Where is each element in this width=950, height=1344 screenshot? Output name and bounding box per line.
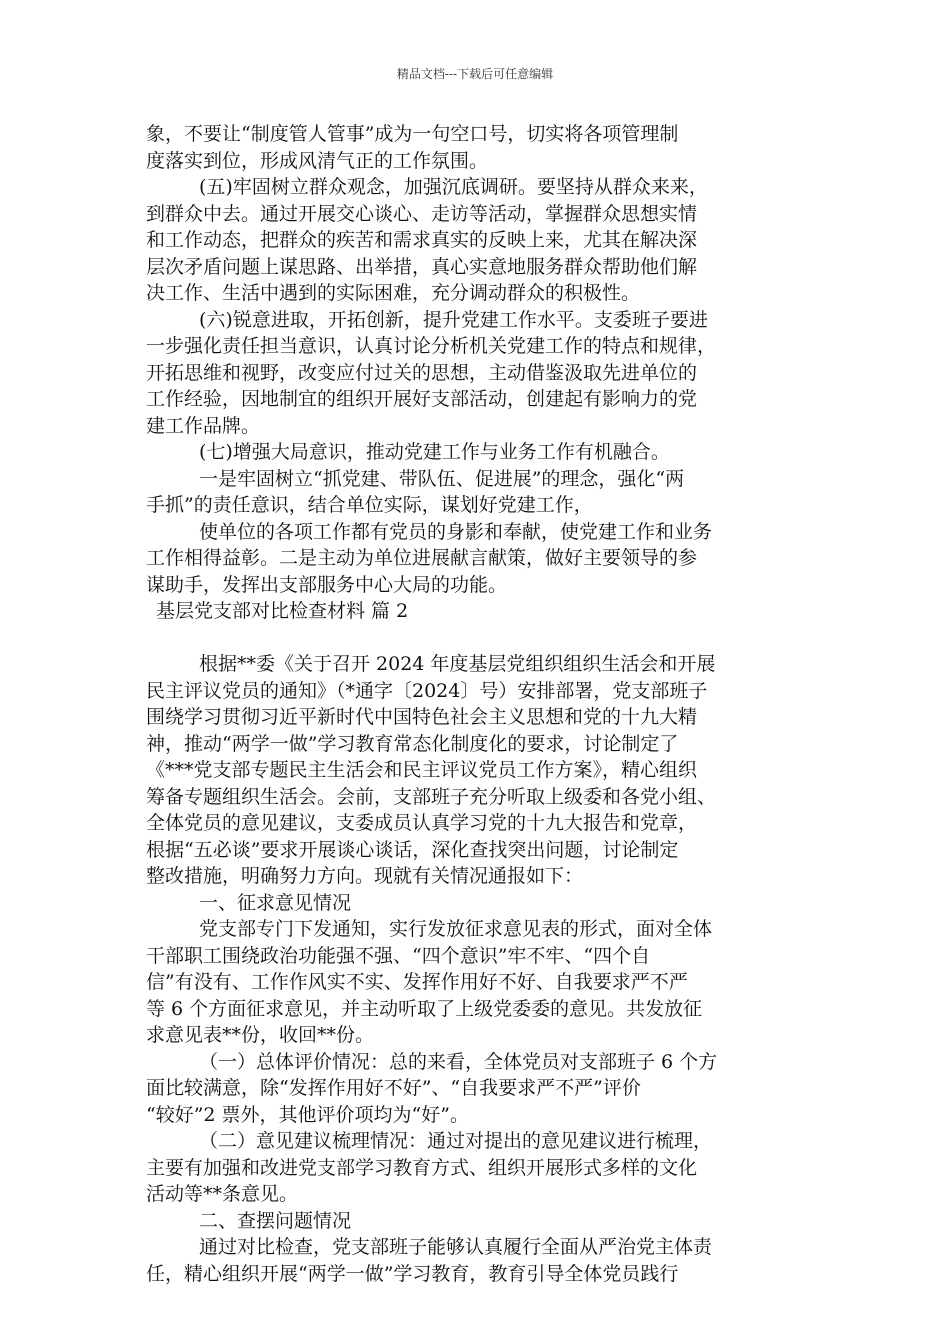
text-line: 信”有没有、工作作风实不实、发挥作用好不好、自我要求严不严 xyxy=(146,971,688,993)
blank-line xyxy=(146,625,822,652)
text-line: 象，不要让“制度管人管事”成为一句空口号，切实将各项管理制 xyxy=(146,123,679,145)
paragraph-start: （二）意见建议梳理情况：通过对提出的意见建议进行梳理， xyxy=(199,1130,713,1152)
paragraph-start: 通过对比检查，党支部班子能够认真履行全面从严治党主体责 xyxy=(199,1236,713,1258)
text-line: 干部职工围绕政治功能强不强、“四个意识”牢不牢、“四个自 xyxy=(146,944,651,967)
text-line: “较好”2 票外，其他评价项均为“好”。 xyxy=(146,1103,469,1126)
text-line: 等 6 个方面征求意见，并主动听取了上级党委委的意见。共发放征 xyxy=(146,997,703,1020)
text-line: 手抓”的责任意识，结合单位实际，谋划好党建工作， xyxy=(146,494,593,516)
section-heading: 基层党支部对比检查材料 篇 2 xyxy=(156,600,409,622)
text-line: 任，精心组织开展“两学一做”学习教育，教育引导全体党员践行 xyxy=(146,1262,679,1285)
paragraph-start: (七)增强大局意识，推动党建工作与业务工作有机融合。 xyxy=(199,441,670,463)
text-line: 开拓思维和视野，改变应付过关的思想，主动借鉴汲取先进单位的 xyxy=(146,361,698,384)
text-line: 层次矛盾问题上谋思路、出举措，真心实意地服务群众帮助他们解 xyxy=(146,255,698,278)
text-line: 工作相得益彰。二是主动为单位进展献言献策，做好主要领导的参 xyxy=(146,547,698,569)
text-line: 围绕学习贯彻习近平新时代中国特色社会主义思想和党的十九大精 xyxy=(146,706,698,728)
text-line: 一步强化责任担当意识，认真讨论分析机关党建工作的特点和规律， xyxy=(146,335,717,357)
paragraph-start: (六)锐意进取，开拓创新，提升党建工作水平。支委班子要进 xyxy=(199,308,708,331)
text-line: 筹备专题组织生活会。会前，支部班子充分听取上级委和各党小组、 xyxy=(146,785,717,808)
text-line: 求意见表**份，收回**份。 xyxy=(146,1024,375,1046)
page-header: 精品文档---下载后可任意编辑 xyxy=(396,67,554,81)
text-line: 主要有加强和改进党支部学习教育方式、组织开展形式多样的文化 xyxy=(146,1156,698,1179)
text-line: 活动等**条意见。 xyxy=(146,1183,299,1205)
text-line: 到群众中去。通过开展交心谈心、走访等活动，掌握群众思想实情 xyxy=(146,202,698,225)
subsection-heading: 一、征求意见情况 xyxy=(199,891,352,914)
paragraph-start: 根据**委《关于召开 2024 年度基层党组织组织生活会和开展 xyxy=(199,653,716,675)
document-body xyxy=(146,121,822,1287)
text-line: 度落实到位，形成风清气正的工作氛围。 xyxy=(146,149,489,172)
text-line: 根据“五必谈”要求开展谈心谈话，深化查找突出问题，讨论制定 xyxy=(146,838,679,861)
subsection-heading: 二、查摆问题情况 xyxy=(199,1209,352,1232)
paragraph-start: 使单位的各项工作都有党员的身影和奉献，使党建工作和业务 xyxy=(199,520,713,543)
text-line: 面比较满意，除“发挥作用好不好”、“自我要求严不严”评价 xyxy=(146,1077,641,1099)
text-line: 全体党员的意见建议，支委成员认真学习党的十九大报告和党章， xyxy=(146,812,698,834)
text-line: 《***党支部专题民主生活会和民主评议党员工作方案》，精心组织 xyxy=(146,759,698,781)
text-line: 神，推动“两学一做”学习教育常态化制度化的要求，讨论制定了 xyxy=(146,732,679,755)
paragraph-start: 党支部专门下发通知，实行发放征求意见表的形式，面对全体 xyxy=(199,918,713,940)
paragraph-start: 一是牢固树立“抓党建、带队伍、促进展”的理念，强化“两 xyxy=(199,467,685,490)
paragraph-start: （一）总体评价情况：总的来看，全体党员对支部班子 6 个方 xyxy=(199,1050,718,1073)
text-line: 谋助手，发挥出支部服务中心大局的功能。 xyxy=(146,573,508,596)
text-line: 民主评议党员的通知》（*通字〔2024〕号）安排部署，党支部班子 xyxy=(146,679,708,702)
text-line: 整改措施，明确努力方向。现就有关情况通报如下： xyxy=(146,865,584,887)
text-line: 建工作品牌。 xyxy=(146,414,261,437)
text-line: 和工作动态，把群众的疾苦和需求真实的反映上来，尤其在解决深 xyxy=(146,229,698,251)
text-line: 工作经验，因地制宜的组织开展好支部活动，创建起有影响力的党 xyxy=(146,388,698,410)
paragraph-start: (五)牢固树立群众观念，加强沉底调研。要坚持从群众来来， xyxy=(199,176,708,198)
text-line: 决工作、生活中遇到的实际困难，充分调动群众的积极性。 xyxy=(146,282,641,304)
